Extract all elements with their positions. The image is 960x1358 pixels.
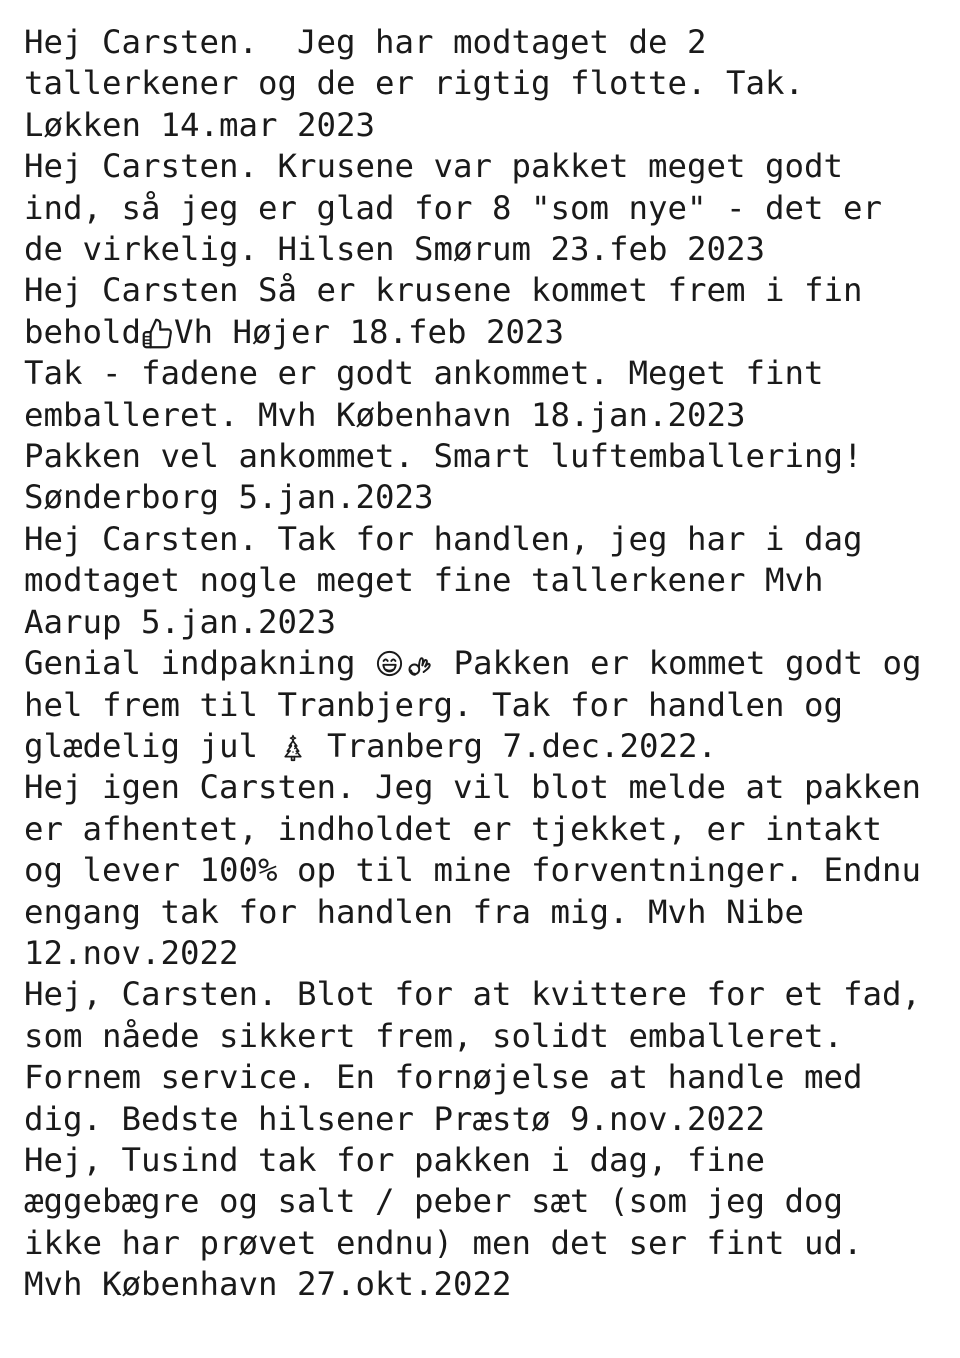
thumbs-up-icon bbox=[141, 317, 174, 350]
review-2: Hej Carsten. Krusene var pakket meget godt ind, så jeg er glad for 8 "som nye" - det er de virkelig. Hilsen Smørum 23.feb 2023 bbox=[24, 147, 902, 269]
review-4: Tak - fadene er godt ankommet. Meget fint emballeret. Mvh København 18.jan.2023 bbox=[24, 354, 844, 434]
review-7 bbox=[24, 643, 942, 767]
review-3-text-after: Vh Højer 18.feb 2023 bbox=[174, 312, 565, 351]
review-8: Hej igen Carsten. Jeg vil blot melde at pakken er afhentet, indholdet er tjekket, er intakt og lever 100% op til mine forventninger. Endnu engang tak for handlen fra mig. Mvh Nibe 12.nov.2022 bbox=[24, 768, 941, 972]
review-7-text-1: Genial indpakning bbox=[24, 644, 376, 683]
review-7-text-2: Pakken er kommet godt og hel frem til Tranbjerg. Tak for handlen og glædelig jul bbox=[24, 644, 942, 765]
review-7-text-3: Tranberg 7.dec.2022. bbox=[307, 726, 718, 765]
grinning-face-icon bbox=[375, 649, 404, 678]
review-6: Hej Carsten. Tak for handlen, jeg har i dag modtaget nogle meget fine tallerkener Mvh Aarup 5.jan.2023 bbox=[24, 519, 883, 641]
review-9: Hej, Carsten. Blot for at kvittere for et fad, som nåede sikkert frem, solidt emballeret. Fornem service. En fornøjelse at handle med dig. Bedste hilsener Præstø 9.nov.2022 bbox=[24, 975, 941, 1138]
christmas-tree-icon bbox=[278, 733, 308, 763]
review-5: Pakken vel ankommet. Smart luftemballering! Sønderborg 5.jan.2023 bbox=[24, 437, 883, 517]
review-1: Hej Carsten. Jeg har modtaget de 2 tallerkener og de er rigtig flotte. Tak. Løkken 14.mar 2023 bbox=[24, 23, 824, 144]
ok-hand-icon bbox=[404, 649, 434, 679]
review-3 bbox=[24, 270, 930, 353]
review-3-text-before: Hej Carsten Så er krusene kommet frem i fin behold bbox=[24, 271, 883, 351]
review-10: Hej, Tusind tak for pakken i dag, fine æggebægre og salt / peber sæt (som jeg dog ikke har prøvet endnu) men det ser fint ud. Mvh København 27.okt.2022 bbox=[24, 1140, 883, 1304]
